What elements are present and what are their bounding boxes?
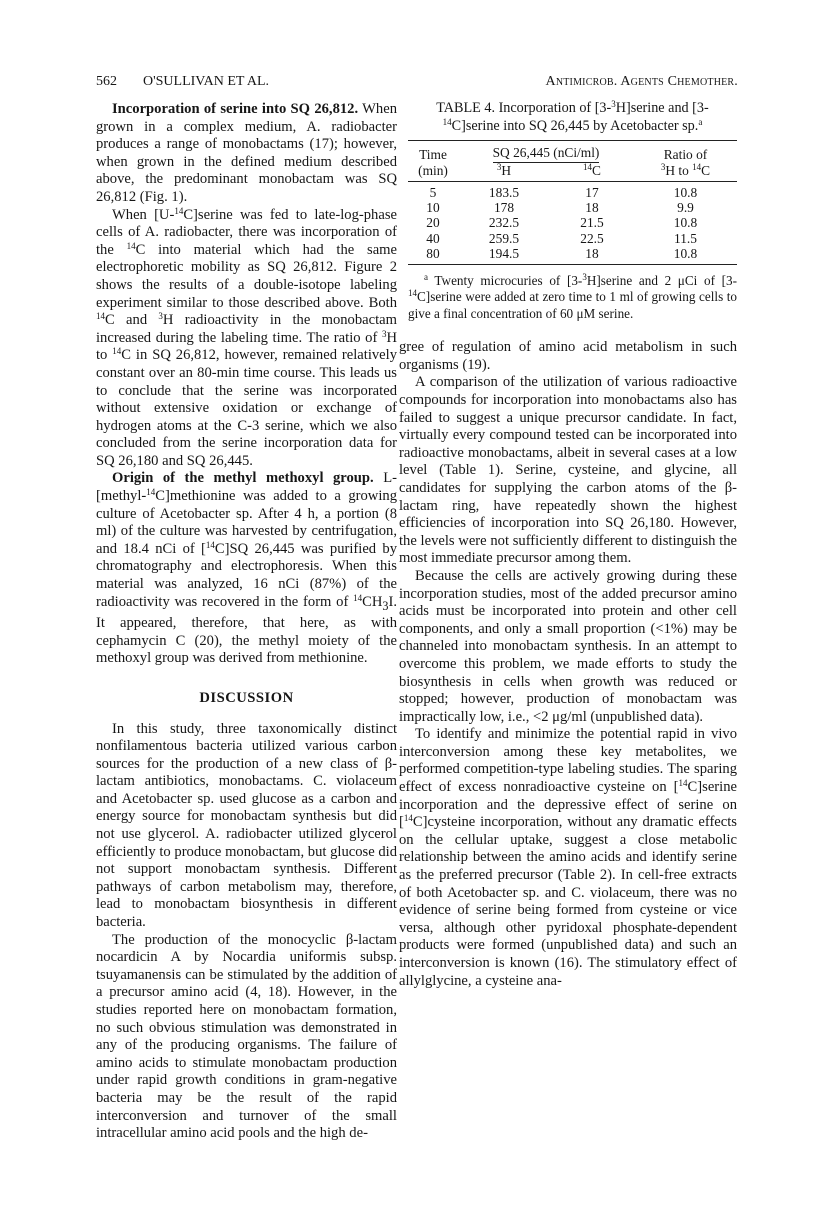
text-run: Ratio of xyxy=(663,146,708,162)
cell-time: 80 xyxy=(426,245,440,261)
cell-14c: 18 xyxy=(585,245,599,261)
text-run: C]cysteine incorporation, without any dramatic effects on the cellular uptake, suggest a close metabolic relationship between the amino acids and identify serine as the preferred precursor (Table 2). In cell-free extracts of both Acetobacter sp. and C. violaceum, there was no evidence of serine being formed from cysteine or vice versa, although other pyridoxal phosphate-dependent products were formed (unpublished data) and such an interconversion is known (16). The stimulatory effect of allylglycine, a cysteine ana- xyxy=(399,814,737,989)
running-authors: O'SULLIVAN ET AL. xyxy=(143,74,270,89)
text-run: C]SQ 26,445 was purified by chromatography and electrophoresis. When this material was analyzed, 16 nCi (87%) of the radioactivity was recovered in the form of xyxy=(96,540,397,610)
superscript: 14 xyxy=(126,240,136,251)
table-row xyxy=(408,215,737,230)
subheading-serine: Incorporation of serine into SQ 26,812. xyxy=(112,101,359,117)
column-header-14c xyxy=(550,163,634,182)
right-column xyxy=(399,100,737,990)
cell-ratio: 11.5 xyxy=(674,230,697,246)
text-run: (min) xyxy=(418,163,448,178)
paragraph-serine-incorporation xyxy=(96,101,397,207)
table-row xyxy=(408,231,737,246)
paragraph-competition-labeling xyxy=(399,726,737,990)
text-run: Twenty microcuries of [3- xyxy=(428,273,583,289)
paragraph-growing-cells: Because the cells are actively growing during these incorporation studies, most of the added precursor amino acids must be incorporated into protein and other cell components, and only a small proportion (<1%) may be channeled into monobactam synthesis. In an attempt to overcome this problem, we made efforts to study the biosynthesis in cells when growth was reduced or stopped; however, production of monobactam was impractically low, i.e., <2 μg/ml (unpublished data). xyxy=(399,567,737,725)
superscript: 14 xyxy=(403,813,413,824)
text-run: Time xyxy=(419,146,447,162)
cell-14c: 17 xyxy=(585,185,599,200)
journal-name: Antimicrob. Agents Chemother. xyxy=(545,74,738,89)
column-header-ratio-units xyxy=(634,163,737,182)
text-run: H xyxy=(501,163,512,178)
text-run: C in SQ 26,812, however, remained relatively constant over an 80-min time course. This leads us to conclude that the serine was incorporated without extensive oxidation or exchange of hydrogen atoms at the C-3 serine, which we also concluded from the serine incorporation data for SQ 26,180 and SQ 26,445. xyxy=(96,347,398,469)
superscript: 3 xyxy=(660,162,666,172)
cell-3h: 259.5 xyxy=(488,230,520,246)
text-run: C and xyxy=(105,312,159,329)
text-run: H]serine and 2 μCi of [3- xyxy=(586,273,737,289)
cell-ratio: 10.8 xyxy=(673,185,698,200)
text-run: C]serine incorporation and the depressive effect of serine on [ xyxy=(399,779,737,831)
text-run: H]serine and [3- xyxy=(615,100,709,116)
text-run: To identify and minimize the potential rapid in vivo interconversion among these key metabolites, we performed competition-type labeling studies. The sparing effect of excess nonradioactive cysteine on [ xyxy=(399,726,737,796)
superscript: 14 xyxy=(692,162,702,172)
discussion-heading: DISCUSSION xyxy=(199,689,294,706)
table-row xyxy=(408,200,737,215)
subheading-methoxyl: Origin of the methyl methoxyl group. xyxy=(112,470,374,487)
text-run: C into material which had the same electrophoretic mobility as SQ 26,812. Figure 2 shows the results of a double-isotope labeling experiment similar to those described above. Both xyxy=(96,241,398,311)
superscript: 3 xyxy=(158,311,163,322)
text-run: H to xyxy=(96,329,397,364)
superscript: 14 xyxy=(678,778,688,789)
paragraph-radioactive-compounds: A comparison of the utilization of various radioactive compounds for incorporation into monobactams also has failed to suggest a unique precursor candidate. In fact, virtually every compound tested can be incorporated into radioactive monobactams, albeit in several cases at a low level (Table 1). Serine, cysteine, and glycine, all candidates for supplying the carbon atoms of the β-lactam ring, have repeatedly shown the highest efficiencies of incorporation into SQ 26,180. However, the levels were not sufficiently different to distinguish the most immediate precursor among them. xyxy=(399,374,737,567)
superscript: 14 xyxy=(96,311,105,322)
paragraph-text: When grown in a complex medium, A. radiobacter produces a range of monobactams (17); however, when grown in the defined medium described above, the predominant monobactam was SQ 26,812 (Fig. 1). xyxy=(96,101,397,205)
table-row xyxy=(408,182,737,201)
page-number: 562 xyxy=(96,74,117,89)
cell-14c: 21.5 xyxy=(580,215,604,231)
left-column xyxy=(96,101,397,1143)
column-header-time-unit xyxy=(408,163,458,182)
cell-3h: 178 xyxy=(493,200,515,216)
text-run: C]methionine was added to a growing culture of Acetobacter sp. After 4 h, a portion (8 ml) of the culture was harvested by centrifugation, and 18.4 nCi of [ xyxy=(96,488,397,557)
cell-time: 5 xyxy=(429,185,437,200)
cell-14c: 18 xyxy=(585,200,599,216)
subscript: 3 xyxy=(382,598,389,613)
cell-time: 40 xyxy=(426,230,440,246)
superscript: 14 xyxy=(353,592,363,603)
text-run: I. It appeared, therefore, that here, as with cephamycin C (20), the methyl moiety of the methoxyl group was derived from methionine. xyxy=(96,593,397,667)
cell-3h: 232.5 xyxy=(488,215,520,231)
footnote-mark: a xyxy=(424,272,428,283)
table-4 xyxy=(408,100,737,322)
table-title xyxy=(408,100,737,135)
paragraph-continuation: gree of regulation of amino acid metabolism in such organisms (19). xyxy=(399,339,737,373)
text-run: TABLE 4. Incorporation of [3- xyxy=(436,100,612,116)
cell-time: 10 xyxy=(426,200,440,216)
superscript: 3 xyxy=(611,99,616,109)
paragraph-serine-feeding xyxy=(96,207,397,471)
cell-3h: 194.5 xyxy=(488,245,520,261)
superscript: 3 xyxy=(496,162,502,172)
superscript: 14 xyxy=(112,346,122,357)
superscript: 14 xyxy=(146,487,156,498)
text-run: C]serine into SQ 26,445 by Acetobacter sp. xyxy=(451,117,699,134)
column-header-3h xyxy=(458,163,550,182)
text-run: When [U- xyxy=(112,206,175,223)
column-group-header xyxy=(458,141,634,164)
superscript: 14 xyxy=(174,205,184,216)
cell-3h: 183.5 xyxy=(488,185,520,200)
data-table xyxy=(408,140,737,265)
column-header-time xyxy=(408,141,458,164)
running-header xyxy=(96,74,738,94)
superscript: 14 xyxy=(583,162,593,172)
text-run: L-[methyl- xyxy=(96,470,397,505)
column-header-ratio xyxy=(634,141,737,164)
text-run: H radioactivity in the monobactam increased during the labeling time. The ratio of xyxy=(96,312,397,346)
text-run: C]serine were added at zero time to 1 ml of growing cells to give a final concentration of 60 μM serine. xyxy=(408,289,737,321)
text-run: C xyxy=(701,163,711,178)
cell-ratio: 10.8 xyxy=(673,215,698,231)
text-run: C xyxy=(592,163,601,178)
paragraph-discussion-1: In this study, three taxonomically distinct nonfilamentous bacteria utilized various carbon sources for the production of a new class of β-lactam antibiotics, monobactams. C. violaceum and Acetobacter sp. used glucose as a carbon and energy source for monobactam synthesis but did not use glycerol. A. radiobacter utilized glycerol efficiently to produce monobactam, but glucose did not support monobactam synthesis. Different pathways of carbon metabolism may, therefore, lead to monobactam biosynthesis in different bacteria. xyxy=(96,720,397,931)
cell-ratio: 9.9 xyxy=(677,200,694,216)
cell-14c: 22.5 xyxy=(580,230,604,246)
superscript: a xyxy=(698,116,703,127)
table-row xyxy=(408,246,737,265)
paragraph-methoxyl-origin xyxy=(96,470,397,667)
text-run: C]serine was fed to late-log-phase cells of A. radiobacter, there was incorporation of the xyxy=(96,206,397,258)
cell-ratio: 10.8 xyxy=(673,245,698,261)
paragraph-discussion-2: The production of the monocyclic β-lactam nocardicin A by Nocardia uniformis subsp. tsuyamanensis can be stimulated by the addition of a precursor amino acid (4, 18). However, in the studies reported here on monobactam formation, no such obvious stimulation was demonstrated in any of the producing organisms. The failure of amino acids to stimulate monobactam production under rapid growth conditions in gram-negative bacteria may be the result of the rapid interconversion and turnover of the small intracellular amino acid pools and the high de- xyxy=(96,931,397,1142)
superscript: 14 xyxy=(408,288,417,299)
table-footnote xyxy=(408,273,737,322)
header-left xyxy=(96,74,269,90)
superscript: 3 xyxy=(582,272,587,283)
superscript: 14 xyxy=(442,116,452,127)
superscript: 14 xyxy=(205,539,215,550)
superscript: 3 xyxy=(381,328,387,339)
cell-time: 20 xyxy=(426,215,440,231)
text-run: H to xyxy=(665,163,693,178)
text-run: CH xyxy=(362,593,383,610)
group-label: SQ 26,445 (nCi/ml) xyxy=(493,145,600,163)
